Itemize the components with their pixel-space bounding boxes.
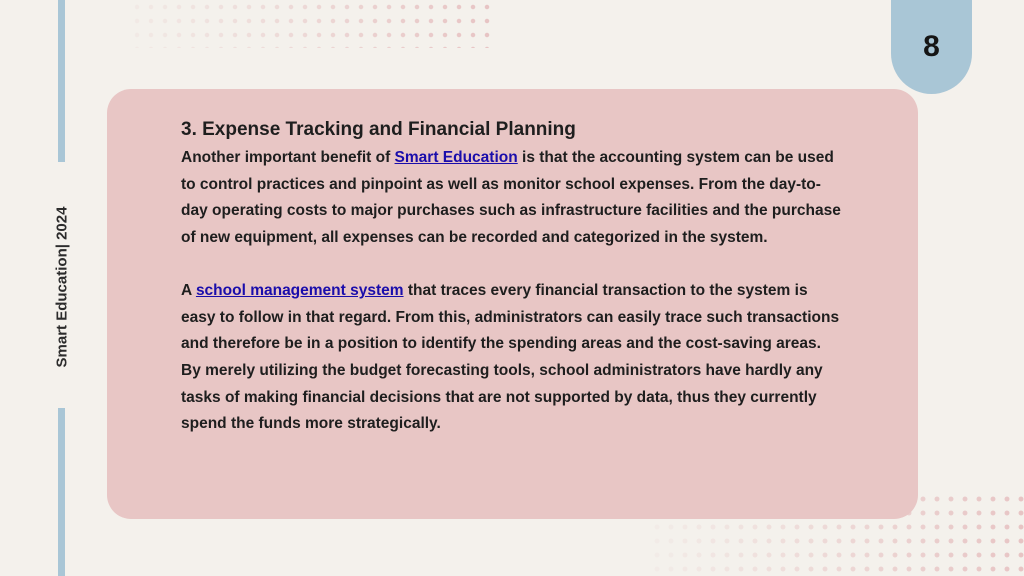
content-body — [181, 117, 841, 438]
paragraph-1 — [181, 145, 841, 252]
decorative-dots-top — [130, 0, 490, 48]
side-label: Smart Education| 2024 — [53, 206, 71, 368]
paragraph-1-text-before: Another important benefit of — [181, 149, 395, 166]
accent-bar-top — [58, 0, 65, 162]
paragraph-2 — [181, 278, 841, 438]
accent-bar-bottom — [58, 408, 65, 576]
school-management-system-link[interactable]: school management system — [195, 281, 404, 299]
paragraph-2-text-after: that traces every financial transaction to the system is easy to follow in that regard. From this, administrators can easily trace such transactions and therefore be in a position to identify the spending areas and the cost-saving areas. By merely utilizing the budget forecasting tools, school administrators have hardly any tasks of making financial decisions that are not supported by data, thus they currently spend the funds more strategically. — [181, 281, 840, 433]
smart-education-link[interactable]: Smart Education — [394, 149, 518, 166]
section-heading: 3. Expense Tracking and Financial Planning — [181, 119, 576, 140]
paragraph-2-text-before: A — [181, 281, 196, 299]
page-number: 8 — [923, 30, 940, 63]
page-number-badge — [891, 0, 972, 94]
paragraph-1-text-after: is that the accounting system can be used to control practices and pinpoint as well as monitor school expenses. From the day-to-day operating costs to major purchases such as infrastructure facilities and the purchase of new equipment, all expenses can be recorded and categorized in the system. — [181, 149, 841, 247]
